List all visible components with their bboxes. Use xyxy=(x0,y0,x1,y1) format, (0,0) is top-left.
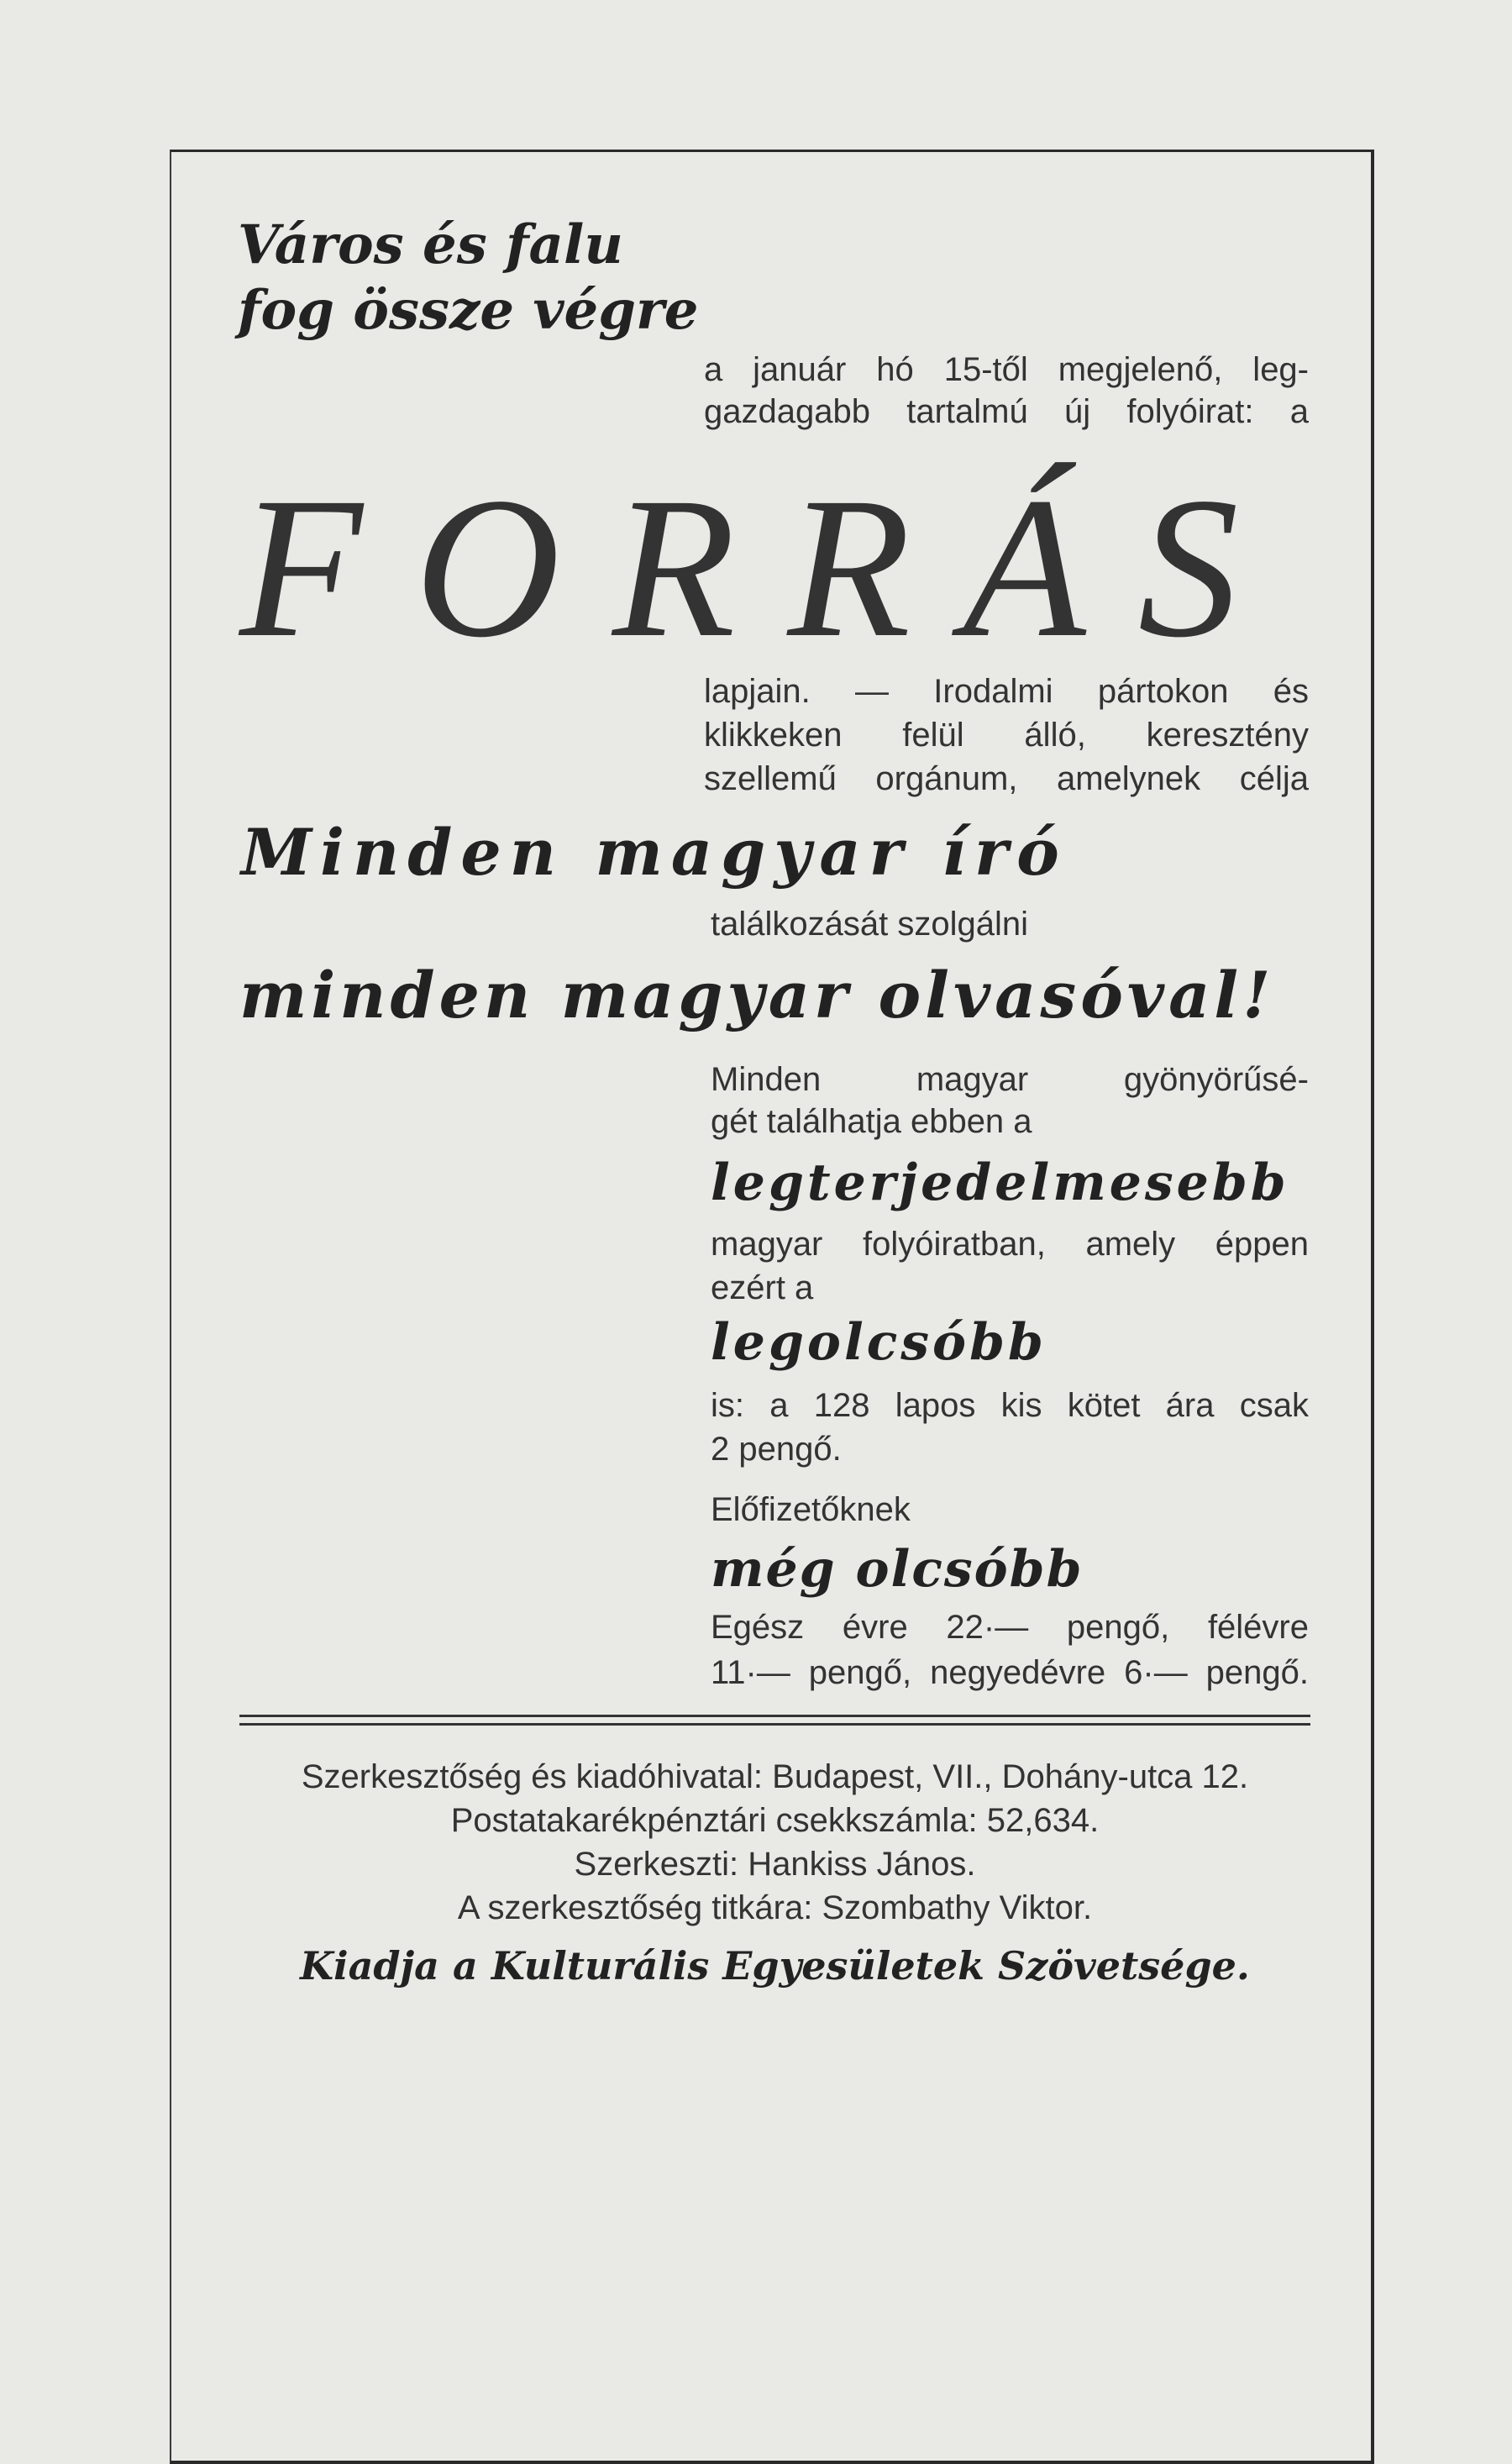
headline-line-1: Város és falu xyxy=(238,213,623,276)
pitch-line-8: Egész évre 22·— pengő, félévre xyxy=(711,1609,1309,1646)
footer-editor: Szerkeszti: Hankiss János. xyxy=(574,1846,976,1883)
divider-rule-bottom xyxy=(239,1723,1310,1726)
masthead-letters: FORRÁS xyxy=(239,455,1291,679)
pitch-emphasis-cheapest: legolcsóbb xyxy=(711,1313,1047,1372)
pitch-line-6: 2 pengő. xyxy=(711,1431,842,1468)
headline-line-2: fog össze végre xyxy=(238,279,699,342)
intro-line-1: a január hó 15-től megjelenő, leg- xyxy=(704,351,1309,388)
footer-publisher: Kiadja a Kulturális Egyesületek Szövetsége. xyxy=(300,1943,1250,1989)
pitch-line-1: Minden magyar gyönyörűsé- xyxy=(711,1061,1309,1098)
pitch-line-4: ezért a xyxy=(711,1269,814,1306)
pitch-emphasis-largest: legterjedelmesebb xyxy=(711,1153,1289,1212)
slogan-reader: minden magyar olvasóval! xyxy=(239,958,1275,1032)
pitch-line-7: Előfizetőknek xyxy=(711,1491,911,1528)
footer-account: Postatakarékpénztári csekkszámla: 52,634. xyxy=(450,1802,1100,1839)
intro-line-2: gazdagabb tartalmú új folyóirat: a xyxy=(704,393,1309,430)
footer-address: Szerkesztőség és kiadóhivatal: Budapest, VII., Dohány-utca 12. xyxy=(301,1758,1249,1795)
pitch-line-5: is: a 128 lapos kis kötet ára csak xyxy=(711,1387,1309,1424)
pitch-line-9: 11·— pengő, negyedévre 6·— pengő. xyxy=(711,1654,1309,1691)
description-line-3: szellemű orgánum, amelynek célja xyxy=(704,760,1309,797)
pitch-line-3: magyar folyóiratban, amely éppen xyxy=(711,1226,1309,1263)
masthead-title xyxy=(239,455,1306,679)
description-line-2: klikkeken felül álló, keresztény xyxy=(704,717,1309,754)
pitch-line-2: gét találhatja ebben a xyxy=(711,1103,1032,1140)
pitch-emphasis-even-cheaper: még olcsóbb xyxy=(711,1540,1084,1599)
slogan-middle: találkozását szolgálni xyxy=(711,906,1028,943)
description-line-1: lapjain. — Irodalmi pártokon és xyxy=(704,673,1309,710)
divider-rule-top xyxy=(239,1715,1310,1717)
footer-secretary: A szerkesztőség titkára: Szombathy Viktor. xyxy=(457,1889,1093,1926)
slogan-writer: Minden magyar író xyxy=(241,815,1068,890)
